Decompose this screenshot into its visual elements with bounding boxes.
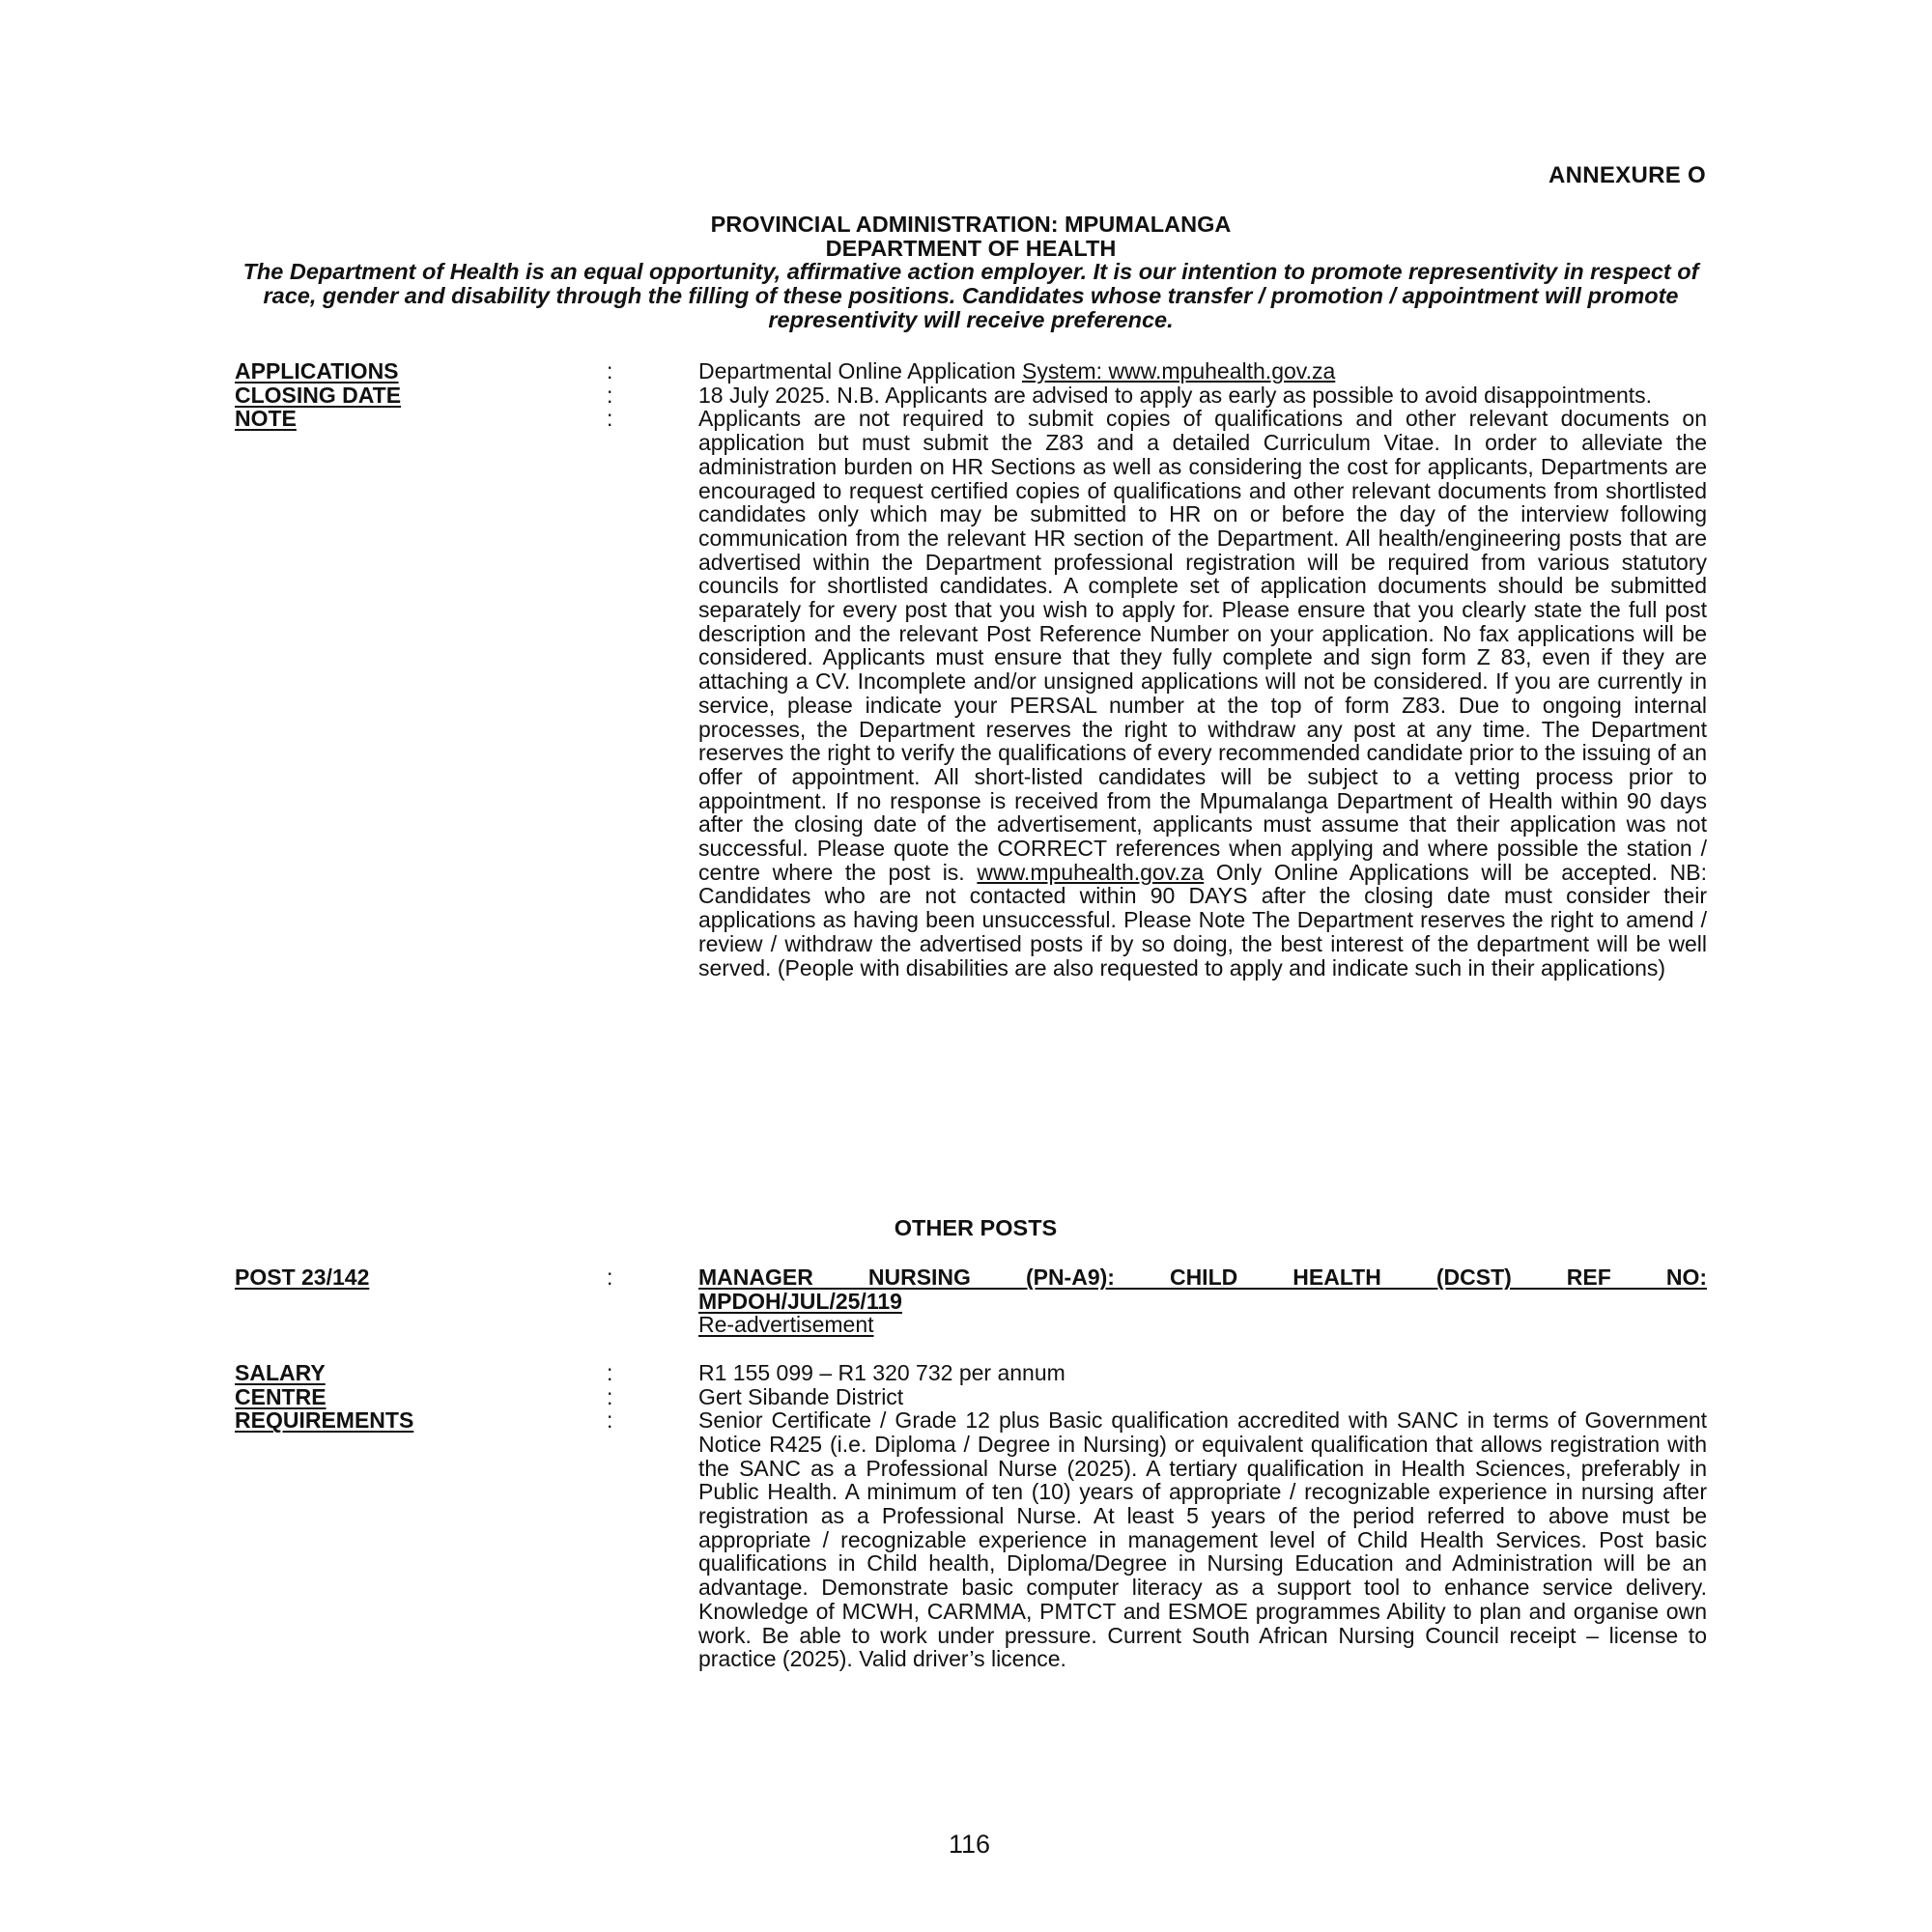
colon: : <box>607 1407 613 1434</box>
general-info <box>235 359 1707 980</box>
applications-text: Departmental Online Application <box>698 358 1022 384</box>
post-reference-number: MPDOH/JUL/25/119 <box>698 1288 902 1314</box>
header-province: PROVINCIAL ADMINISTRATION: MPUMALANGA <box>710 212 1232 237</box>
applications-row <box>235 359 1707 384</box>
applications-label: APPLICATIONS <box>235 358 399 384</box>
centre-value: Gert Sibande District <box>698 1383 904 1409</box>
annexure-label: ANNEXURE O <box>1548 162 1706 188</box>
colon: : <box>607 358 613 384</box>
colon: : <box>607 382 613 408</box>
closing-date-label: CLOSING DATE <box>235 382 402 408</box>
note-text-part1: Applicants are not required to submit copies of qualifications and other relevant documents on application but must submit the Z83 and a detailed Curriculum Vitae. In order to alleviate the administration burden on HR Sections as well as considering the cost for applicants, Departments are encouraged to request certified copies of qualifications and other relevant documents from shortlisted candidates only which may be submitted to HR on or before the day of the interview following communication from the relevant HR section of the Department. All health/engineering posts that are advertised within the Department professional registration will be required from various statutory councils for shortlisted candidates. A complete set of application documents should be submitted separately for every post that you wish to apply for. Please ensure that you clearly state the full post description and the relevant Post Reference Number on your application. No fax applications will be considered. Applicants must ensure that they fully complete and sign form Z 83, even if they are attaching a CV. Incomplete and/or unsigned applications will not be considered. If you are currently in service, please indicate your PERSAL number at the top of form Z83. Due to ongoing internal processes, the Department reserves the right to withdraw any post at any time. The Department reserves the right to verify the qualifications of every recommended candidate prior to the issuing of an offer of appointment. All short-listed candidates will be subject to a vetting process prior to appointment. If no response is received from the Mpumalanga Department of Health within 90 days after the closing date of the advertisement, applicants must assume that their application was not successful. Please quote the CORRECT references when applying and where possible the station / centre where the post is. <box>698 406 1707 885</box>
post-number-label: POST 23/142 <box>235 1264 370 1290</box>
applications-value <box>698 359 1707 384</box>
centre-label: CENTRE <box>235 1383 327 1409</box>
note-row <box>235 407 1707 980</box>
requirements-row <box>235 1408 1707 1671</box>
section-heading-other-posts <box>0 1215 1932 1241</box>
colon: : <box>607 1383 613 1409</box>
centre-row <box>235 1385 1707 1409</box>
requirements-label: REQUIREMENTS <box>235 1407 414 1434</box>
header-intro-statement: The Department of Health is an equal opportunity, affirmative action employer. It is our intention to promote representivity in respect of race, gender and disability through the filling of these positions. Candidates whose transfer / promotion / appointment will promote representivity will receive preference. <box>242 259 1699 332</box>
post-title-line1: MANAGER NURSING (PN-A9): CHILD HEALTH (DCST) REF NO: <box>698 1264 1707 1290</box>
note-label: NOTE <box>235 406 297 432</box>
post-subtitle: Re-advertisement <box>698 1312 874 1338</box>
salary-row <box>235 1361 1707 1385</box>
post-23-142 <box>235 1265 1707 1671</box>
post-title <box>698 1265 1707 1337</box>
section-heading-text: OTHER POSTS <box>894 1215 1058 1240</box>
note-text-part2: Only Online Applications will be accepted. NB: Candidates who are not contacted within 90 DAYS after the closing date must consider their applications as having been unsuccessful. Please Note The Department reserves the right to amend / review / withdraw the advertised posts if by so doing, the best interest of the department will be well served. (People with disabilities are also requested to apply and indicate such in their applications) <box>698 859 1708 980</box>
applications-link[interactable]: System: www.mpuhealth.gov.za <box>1021 358 1336 384</box>
colon: : <box>607 406 613 432</box>
colon: : <box>607 1359 613 1385</box>
document-header <box>235 213 1707 332</box>
page-number: 116 <box>948 1830 991 1859</box>
header-department: DEPARTMENT OF HEALTH <box>825 235 1117 261</box>
colon: : <box>607 1264 613 1290</box>
salary-value: R1 155 099 – R1 320 732 per annum <box>698 1359 1065 1385</box>
note-value <box>698 407 1707 980</box>
closing-date-value: 18 July 2025. N.B. Applicants are advised to apply as early as possible to avoid disappointments. <box>698 382 1653 408</box>
note-website-link[interactable]: www.mpuhealth.gov.za <box>977 859 1205 885</box>
requirements-value: Senior Certificate / Grade 12 plus Basic qualification accredited with SANC in terms of Government Notice R425 (i.e. Diploma / Degree in Nursing) or equivalent qualification that allows registration with the SANC as a Professional Nurse (2025). A tertiary qualification in Health Sciences, preferably in Public Health. A minimum of ten (10) years of appropriate / recognizable experience in nursing after registration as a Professional Nurse. At least 5 years of the period referred to above must be appropriate / recognizable experience in management level of Child Health Services. Post basic qualifications in Child health, Diploma/Degree in Nursing Education and Administration will be an advantage. Demonstrate basic computer literacy as a support tool to enhance service delivery. Knowledge of MCWH, CARMMA, PMTCT and ESMOE programmes Ability to plan and organise own work. Be able to work under pressure. Current South African Nursing Council receipt – license to practice (2025). Valid driver’s licence. <box>698 1407 1707 1672</box>
post-title-row <box>235 1265 1707 1337</box>
closing-date-row <box>235 384 1707 408</box>
salary-label: SALARY <box>235 1359 326 1385</box>
